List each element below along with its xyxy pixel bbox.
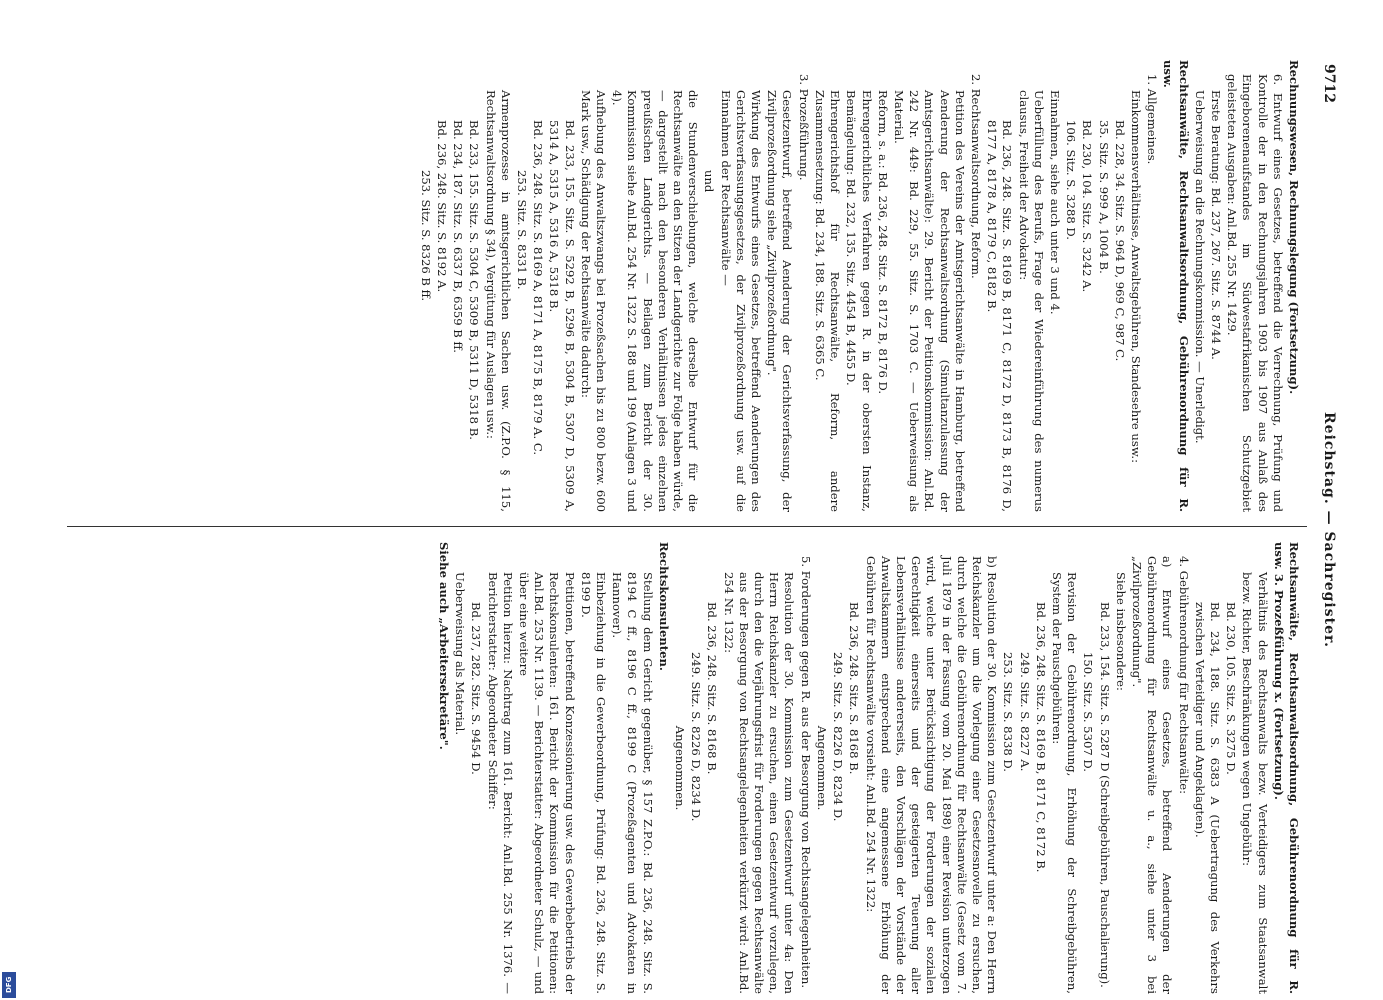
index-entry: Erste Beratung: Bd. 237, 267. Sitz. S. 8744 A. [1208, 90, 1223, 360]
index-entry: Bd. 236, 248. Sitz. S. 8192 A. [435, 120, 450, 293]
index-entry: 4. Gebührenordnung für Rechtsanwälte: [1176, 556, 1191, 795]
index-entry: Bd. 230, 104. Sitz. S. 3242 A. [1080, 120, 1095, 293]
index-entry: Petition des Vereins der Amtsgerichtsanwälte in Hamburg, betreffend Aenderung der Rechtsanwaltsordnung (Simultanzulassung der Amtsgerichtsanwälte): 29. Bericht der Petitionskommission: Anl.Bd. 242 Nr. 449: Bd. 229, 55. Sitz. S. 1703 C. — Ueberweisung als Material. [891, 90, 967, 512]
index-entry: Ueberweisung an die Rechnungskommission. — Unerledigt. [1192, 90, 1207, 444]
index-entry: Einkommensverhältnisse, Anwaltsgebühren, Standesehre usw.: [1128, 90, 1143, 463]
running-title: Reichstag. — Sachregister. [1321, 412, 1337, 648]
index-entry: Ueberweisung als Material. [453, 572, 468, 736]
page-number: 9712 [1321, 64, 1337, 103]
index-entry: Angenommen. [814, 725, 829, 811]
index-entry: Bd. 234, 187. Sitz. S. 6337 B, 6359 B ff. [451, 120, 466, 353]
index-entry: Resolution der 30. Kommission zum Gesetzentwurf unter 4a: Den Herrn Reichskanzler zu ersuchen, einen Gesetzentwurf vorzulegen, durch den die Verjährungsfrist für Forderungen gegen Rechtsanwälte aus der Besorgung von Rechtsangelegenheiten verkürzt wird: Anl.Bd. 254 Nr. 1322: [721, 572, 797, 994]
index-entry: Stellung dem Gericht gegenüber, § 157 Z.P.O.: Bd. 236, 248. Sitz. S. 8194 C ff., 8196 C ff., 8199 C (Prozeßagenten und Advokaten in Hannover). [610, 572, 655, 994]
index-entry: 5. Forderungen gegen R. aus der Besorgung von Rechtsangelegenheiten. [798, 556, 813, 989]
index-entry: a) Entwurf eines Gesetzes, betreffend Aenderungen der Gebührenordnung für Rechtsanwälte u. a., siehe unter 3 bei „Zivilprozeßordnung". [1129, 556, 1175, 994]
rotated-page [47, 60, 1337, 1000]
index-entry: Bd. 233, 154. Sitz. S. 5287 D (Schreibgebühren, Pauschalierung). [1097, 602, 1112, 988]
index-entry: Bd. 236, 248. Sitz. S. 8169 A, 8171 A, 8175 B, 8179 A. C. [531, 120, 546, 456]
index-entry: Bd. 236, 248. Sitz. S. 8169 B, 8171 C, 8172 D, 8173 B, 8176 D, 8177 A, 8178 A, 8179 C, 8182 B. [985, 120, 1015, 512]
index-entry: 106. Sitz. S. 3288 D. [1064, 120, 1079, 240]
index-entry: 253. Sitz. S. 8326 B ff. [418, 170, 433, 302]
dfg-logo: DFG [2, 972, 16, 998]
index-entry: Gesetzentwurf, betreffend Aenderung der Gerichtsverfassung, der Zivilprozeßordnung siehe „Zivilprozeßordnung". [765, 90, 795, 512]
index-entry: 253. Sitz. S. 8338 D. [1001, 652, 1016, 772]
index-entry: Verhältnis des Rechtsanwalts bezw. Verteidigers zum Staatsanwalt bezw. Richter, Beschränkungen wegen Ungebühr: [1240, 572, 1270, 994]
index-entry: Bd. 236, 248. Sitz. S. 8168 B. [847, 602, 862, 775]
index-entry: Bd. 234, 188. Sitz. S. 6383 A (Uebertragung des Verkehrs zwischen Verteidiger und Angeklagten). [1192, 602, 1222, 994]
index-entry: Bd. 233, 155. Sitz. S. 5292 B, 5296 B, 5304 B, 5307 D, 5309 A, 5314 A, 5315 A, 5316 A, 5318 B. [547, 120, 577, 512]
index-entry: Petitionen, betreffend Konzessionierung usw. des Gewerbebetriebs der Rechtskonsulenten: 161. Bericht der Kommission für die Petitionen: Anl.Bd. 253 Nr. 1139. — Berichterstatter: Abgeordneter Schulz, — und über eine weitere [517, 572, 577, 994]
index-entry: 249. Sitz. S. 8227 A. [1017, 652, 1032, 772]
index-entry: 6. Entwurf eines Gesetzes, betreffend die Verrechnung, Prüfung und Kontrolle der in den Rechnungsjahren 1903 bis 1907 aus Anlaß des Eingeborenenaufstandes im Südwestafrikanischen Schutzgebiet geleisteten Ausgaben: Anl.Bd. 255 Nr. 1429. [1225, 74, 1285, 512]
index-entry: Bd. 230, 105. Sitz. S. 3275 D. [1224, 602, 1239, 775]
index-entry: 35. Sitz. S. 999 A, 1004 B. [1096, 120, 1111, 274]
index-entry: Armenprozesse in amtsgerichtlichen Sachen usw. (Z.P.O. § 115, Rechtsanwaltsordnung § 34), Vergütung für Auslagen usw.: [483, 90, 513, 512]
index-entry: Bd. 236, 248. Sitz. S. 8168 B. [705, 602, 720, 775]
index-entry: Petition hierzu: Nachtrag zum 161. Bericht: Anl.Bd. 255 Nr. 1376. — Berichterstatter: Abgeordneter Schiffer: [485, 572, 515, 994]
index-entry: Wirkung des Entwurfs eines Gesetzes, betreffend Aenderungen des Gerichtsverfassungsgesetzes, der Zivilprozeßordnung usw. auf die Einnahmen der Rechtsanwälte — [718, 90, 764, 512]
index-entry: Bd. 233, 155. Sitz. S. 5304 C, 5309 B, 5311 D, 5318 B. [467, 120, 482, 440]
index-entry: 1. Allgemeines. [1145, 74, 1160, 165]
index-entry: Siehe insbesondere: [1113, 572, 1128, 691]
index-heading: Rechtsanwälte, Rechtsanwaltsordnung, Gebührenordnung für R. usw. 3. Prozeßführung x. (Fortsetzung). [1271, 542, 1301, 994]
index-entry: 150. Sitz. S. 5307 D. [1081, 652, 1096, 772]
index-entry: Einbeziehung in die Gewerbeordnung, Prüfung: Bd. 236, 248. Sitz. S. 8199 D. [578, 572, 609, 994]
running-head [1313, 60, 1337, 1000]
right-column [51, 542, 1301, 994]
index-entry: Einnahmen, siehe auch unter 3 und 4. [1047, 90, 1062, 315]
index-entry: Reform, s. a.: Bd. 236, 248. Sitz. S. 8172 B, 8176 D. [875, 90, 890, 395]
index-entry: Revision der Gebührenordnung, Erhöhung der Schreibgebühren, System der Pauschgebühren: [1049, 572, 1080, 994]
index-entry: Bd. 236, 248. Sitz. S. 8169 B, 8171 C, 8172 B. [1033, 602, 1048, 873]
index-entry: 253. Sitz. S. 8331 B. [515, 170, 530, 290]
index-heading: Rechnungswesen, Rechnungslegung (Fortsetzung). [1287, 60, 1301, 395]
left-column [51, 60, 1301, 512]
index-entry: und [702, 170, 717, 193]
index-entry: 3. Prozeßführung. [796, 74, 811, 181]
column-divider [67, 526, 1307, 527]
index-heading: Rechtsanwälte, Rechtsanwaltsordnung, Gebührenordnung für R. usw. [1161, 60, 1191, 512]
index-entry: die Stundenverschiebungen, welche derselbe Entwurf für die Rechtsanwälte an den Sitzen der Landgerichte zur Folge haben würde, — dargestellt nach den besonderen Verhältnissen jedes einzelnen preußischen Landgerichts. — Beilagen zum Bericht der 30. Kommission siehe Anl.Bd. 254 Nr. 1322 S. 188 und 199 (Anlagen 3 und 4). [610, 90, 701, 512]
index-entry: Ehrengerichtshof für Rechtsanwälte, Reform, andere Zusammensetzung: Bd. 234, 188. Sitz. S. 6365 C. [812, 90, 843, 512]
index-entry: 2. Rechtsanwaltsordnung, Reform. [968, 74, 983, 279]
index-entry: 249. Sitz. S. 8226 D, 8234 D. [831, 652, 846, 822]
index-heading: Siehe auch „Arbeitersekretäre". [437, 542, 452, 750]
index-entry: Bd. 237, 282. Sitz. S. 9454 D. [469, 602, 484, 775]
index-entry: b) Resolution der 30. Kommission zum Gesetzentwurf unter a: Den Herrn Reichskanzler um die Vorlegung einer Gesetzesnovelle zu ersuchen, durch welche die Gebührenordnung für Rechtsanwälte (Gesetz vom 7. Juli 1879 in der Fassung vom 20. Mai 1898) einer Revision unterzogen wird, welche unter Berücksichtigung der Forderungen der sozialen Gerechtigkeit einerseits und der gesteigerten Teuerung aller Lebensverhältnisse andererseits, den Vorschlägen der Vorstände der Anwaltskammern entsprechend eine angemessene Erhöhung der Gebühren für Rechtsanwälte vorsieht: Anl.Bd. 254 Nr. 1322: [863, 556, 1000, 994]
index-heading: Rechtskonsulenten. [656, 542, 671, 671]
index-entry: Ehrengerichtliches Verfahren gegen R. in der obersten Instanz, Bemängelung: Bd. 232, 135. Sitz. 4454 B, 4455 D. [844, 90, 874, 512]
index-entry: Ueberfüllung des Berufs, Frage der Wiedereinführung des numerus clausus, Freiheit der Advokatur: [1016, 90, 1046, 512]
index-entry: Aufhebung des Anwaltszwangs bei Prozeßsachen bis zu 800 bezw. 600 Mark usw., Schädigung der Rechtsanwälte dadurch: [578, 90, 609, 512]
index-entry: Bd. 228, 34. Sitz. S. 964 D, 969 C, 987 C. [1112, 120, 1127, 362]
index-entry: 249. Sitz. S. 8226 D, 8234 D. [689, 652, 704, 822]
index-entry: Angenommen. [673, 725, 688, 811]
